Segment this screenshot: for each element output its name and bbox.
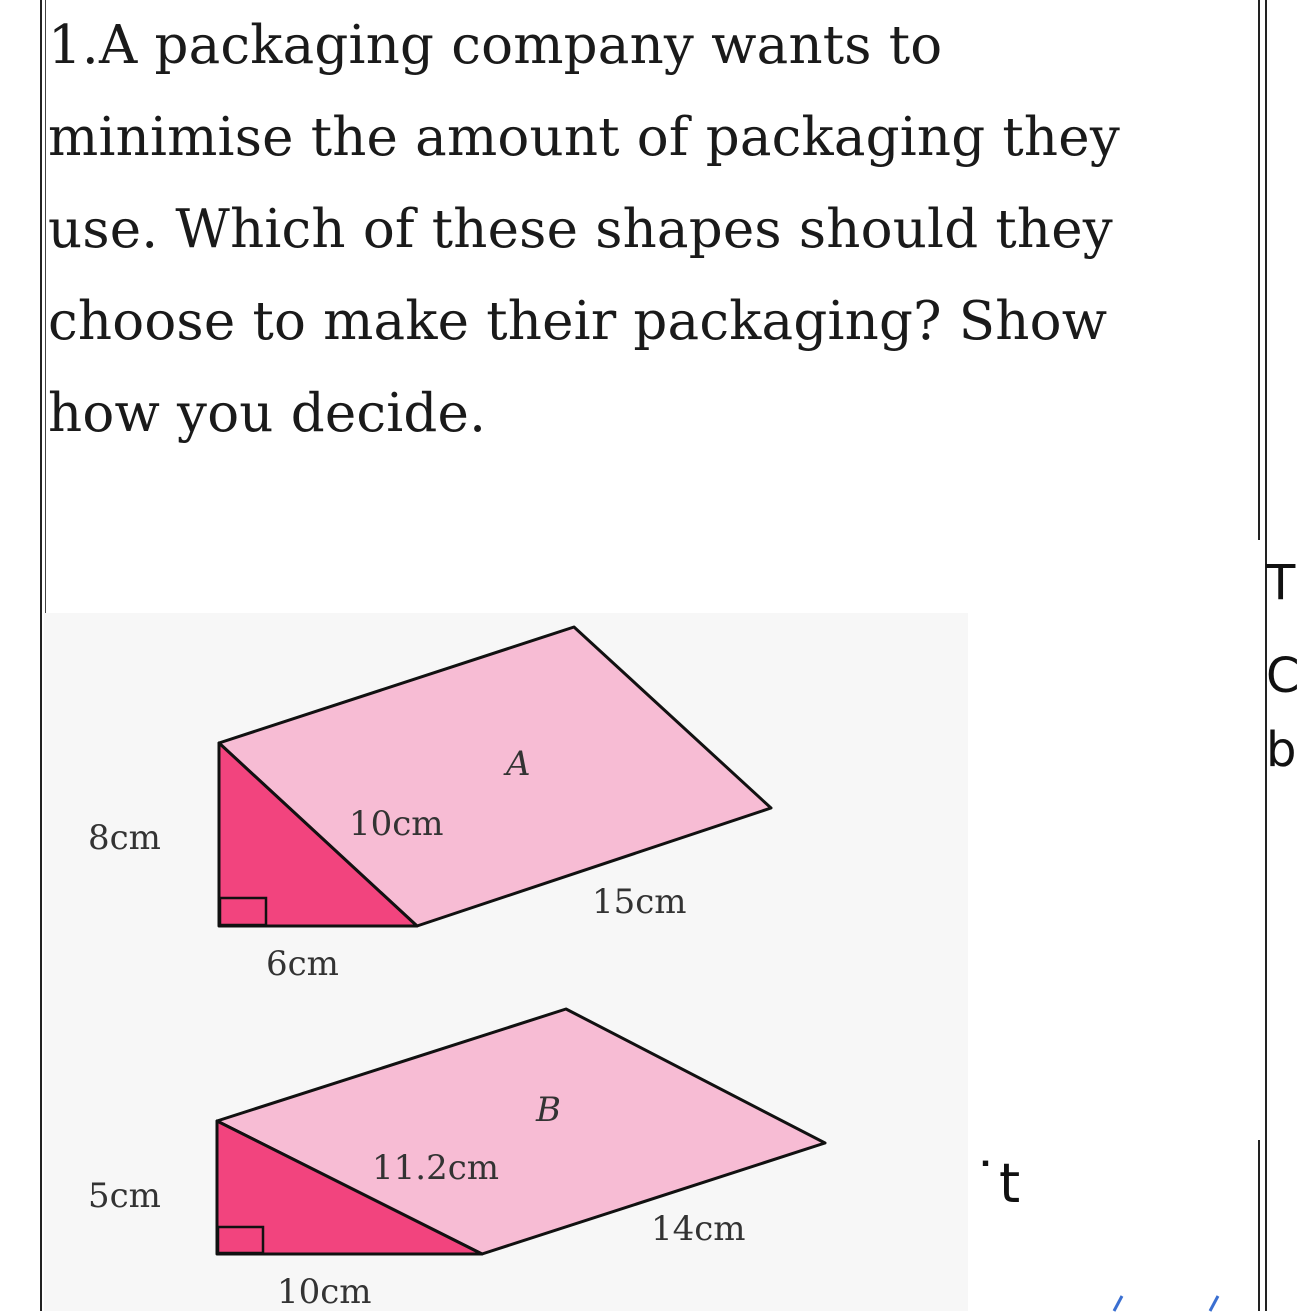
prism-figure — [44, 613, 968, 1311]
prism-b-length-label: 14cm — [651, 1209, 746, 1249]
prism-b — [88, 1009, 825, 1312]
prism-b-base-label: 10cm — [277, 1272, 372, 1312]
question-text — [48, 0, 1258, 460]
prism-a-length-label: 15cm — [592, 882, 687, 922]
cropped-text-right-1: T — [1266, 555, 1296, 611]
prism-b-height-label: 5cm — [88, 1176, 161, 1216]
prism-b-name: B — [536, 1090, 561, 1130]
question-line-5: how you decide. — [48, 383, 487, 444]
prism-b-hypotenuse-label: 11.2cm — [372, 1148, 499, 1188]
right-border — [1258, 0, 1260, 540]
question-line-4: choose to make their packaging? Show — [48, 291, 1108, 352]
prism-diagram — [44, 613, 968, 1311]
prism-a-base-label: 6cm — [266, 944, 339, 984]
question-line-3: use. Which of these shapes should they — [48, 199, 1113, 260]
question-line-2: minimise the amount of packaging they — [48, 107, 1120, 168]
question-line-1: 1.A packaging company wants to — [48, 15, 943, 76]
left-border — [40, 0, 42, 1311]
right-border-lower — [1258, 1140, 1260, 1311]
left-border-inner — [45, 0, 46, 613]
prism-a-height-label: 8cm — [88, 818, 161, 858]
cropped-text-right-2: C — [1266, 648, 1300, 704]
pen-marks — [1100, 1290, 1240, 1311]
cropped-text-middle: ˙t — [972, 1152, 1021, 1215]
prism-a-hypotenuse-label: 10cm — [349, 804, 444, 844]
cropped-text-right-3: b — [1266, 722, 1297, 778]
prism-a — [88, 627, 771, 984]
prism-a-name: A — [506, 744, 531, 784]
